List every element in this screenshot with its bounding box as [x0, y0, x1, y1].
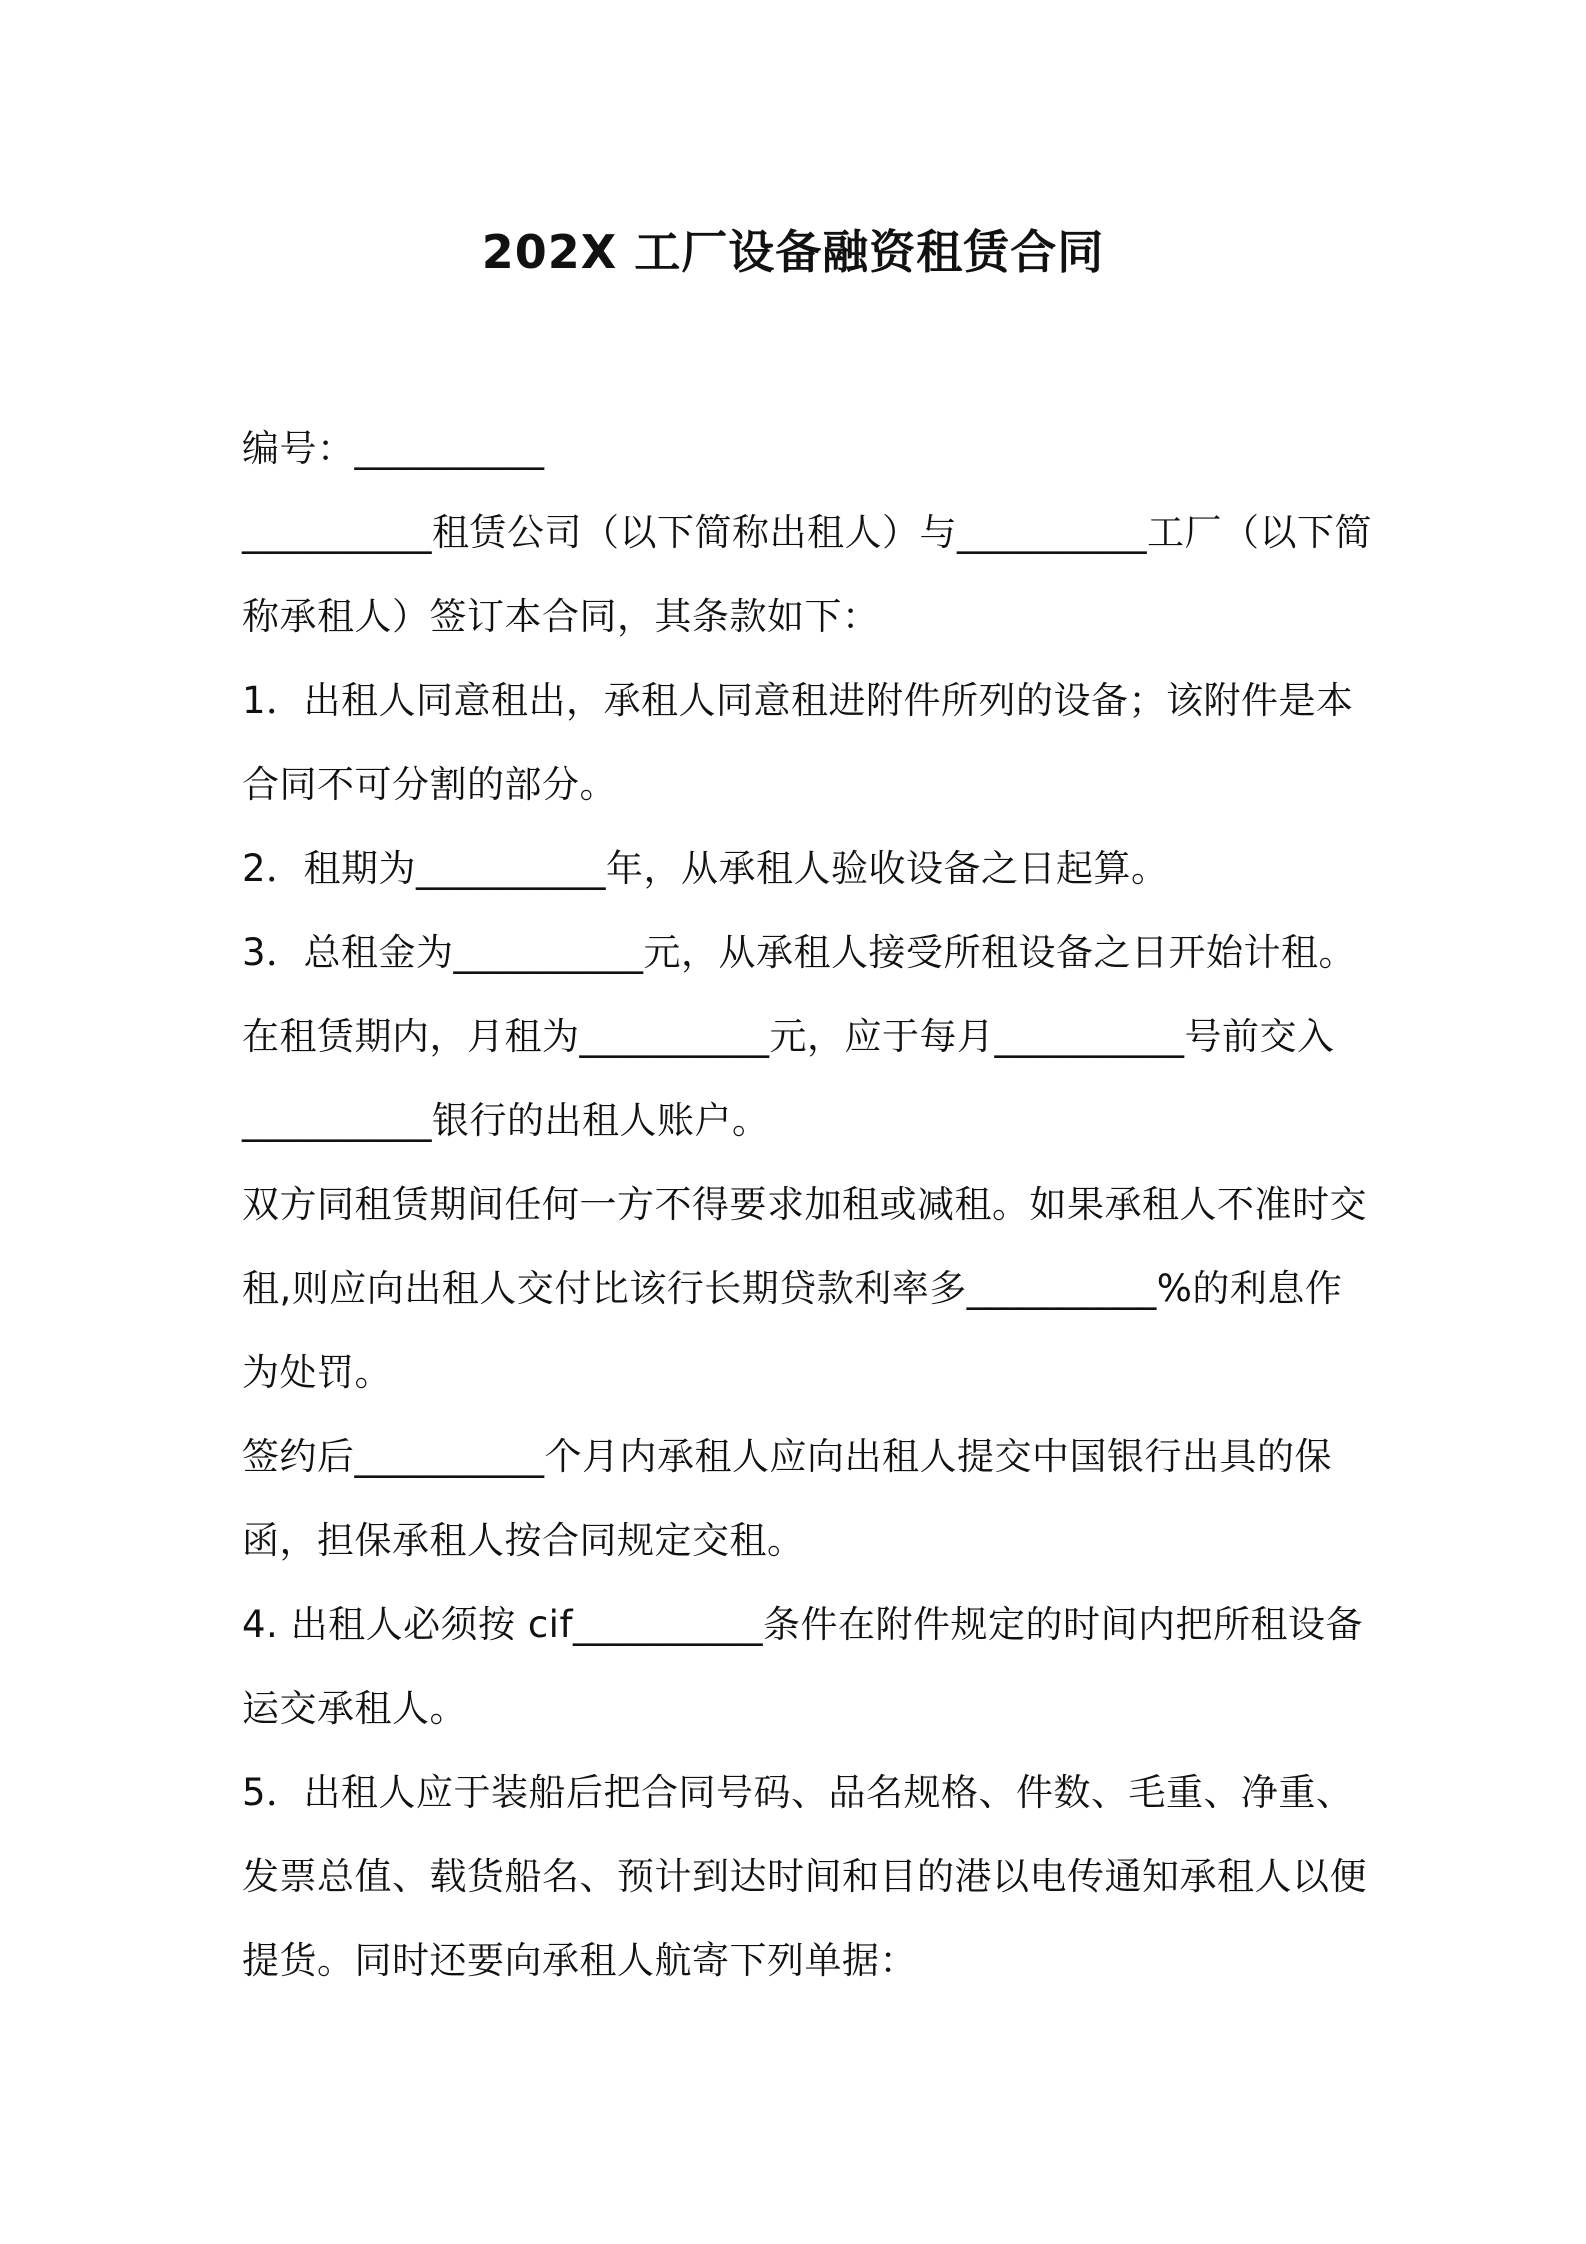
penalty-line-3: 为处罚。 [242, 1351, 392, 1394]
contract-number-line: 编号：__________ [242, 427, 545, 470]
clause-4-line-2: 运交承租人。 [242, 1687, 467, 1730]
clause-5-line-2: 发票总值、载货船名、预计到达时间和目的港以电传通知承租人以便 [242, 1855, 1367, 1898]
clause-1-line-2: 合同不可分割的部分。 [242, 763, 617, 806]
clause-3-line-2: 在租赁期内，月租为__________元，应于每月__________号前交入 [242, 1015, 1335, 1058]
clause-3-line-3: __________银行的出租人账户。 [242, 1099, 770, 1142]
document-body [242, 407, 1372, 2003]
guarantee-line-2: 函，担保承租人按合同规定交租。 [242, 1519, 805, 1562]
guarantee-line-1: 签约后__________个月内承租人应向出租人提交中国银行出具的保 [242, 1435, 1332, 1478]
penalty-line-1: 双方同租赁期间任何一方不得要求加租或减租。如果承租人不准时交 [242, 1183, 1367, 1226]
parties-line-1: __________租赁公司（以下简称出租人）与__________工厂（以下简 [242, 511, 1372, 554]
clause-1-line-1: 1．出租人同意租出，承租人同意租进附件所列的设备；该附件是本 [242, 679, 1354, 722]
parties-line-2: 称承租人）签订本合同，其条款如下： [242, 595, 880, 638]
clause-5-line-3: 提货。同时还要向承租人航寄下列单据： [242, 1939, 917, 1982]
clause-4-line-1: 4. 出租人必须按 cif__________条件在附件规定的时间内把所租设备 [242, 1603, 1363, 1646]
clause-5-line-1: 5．出租人应于装船后把合同号码、品名规格、件数、毛重、净重、 [242, 1771, 1354, 1814]
document-title: 202X 工厂设备融资租赁合同 [481, 225, 1105, 279]
clause-3-line-1: 3．总租金为__________元，从承租人接受所租设备之日开始计租。 [242, 931, 1357, 974]
clause-2-line: 2．租期为__________年，从承租人验收设备之日起算。 [242, 847, 1169, 890]
penalty-line-2: 租,则应向出租人交付比该行长期贷款利率多__________%的利息作 [242, 1267, 1343, 1310]
